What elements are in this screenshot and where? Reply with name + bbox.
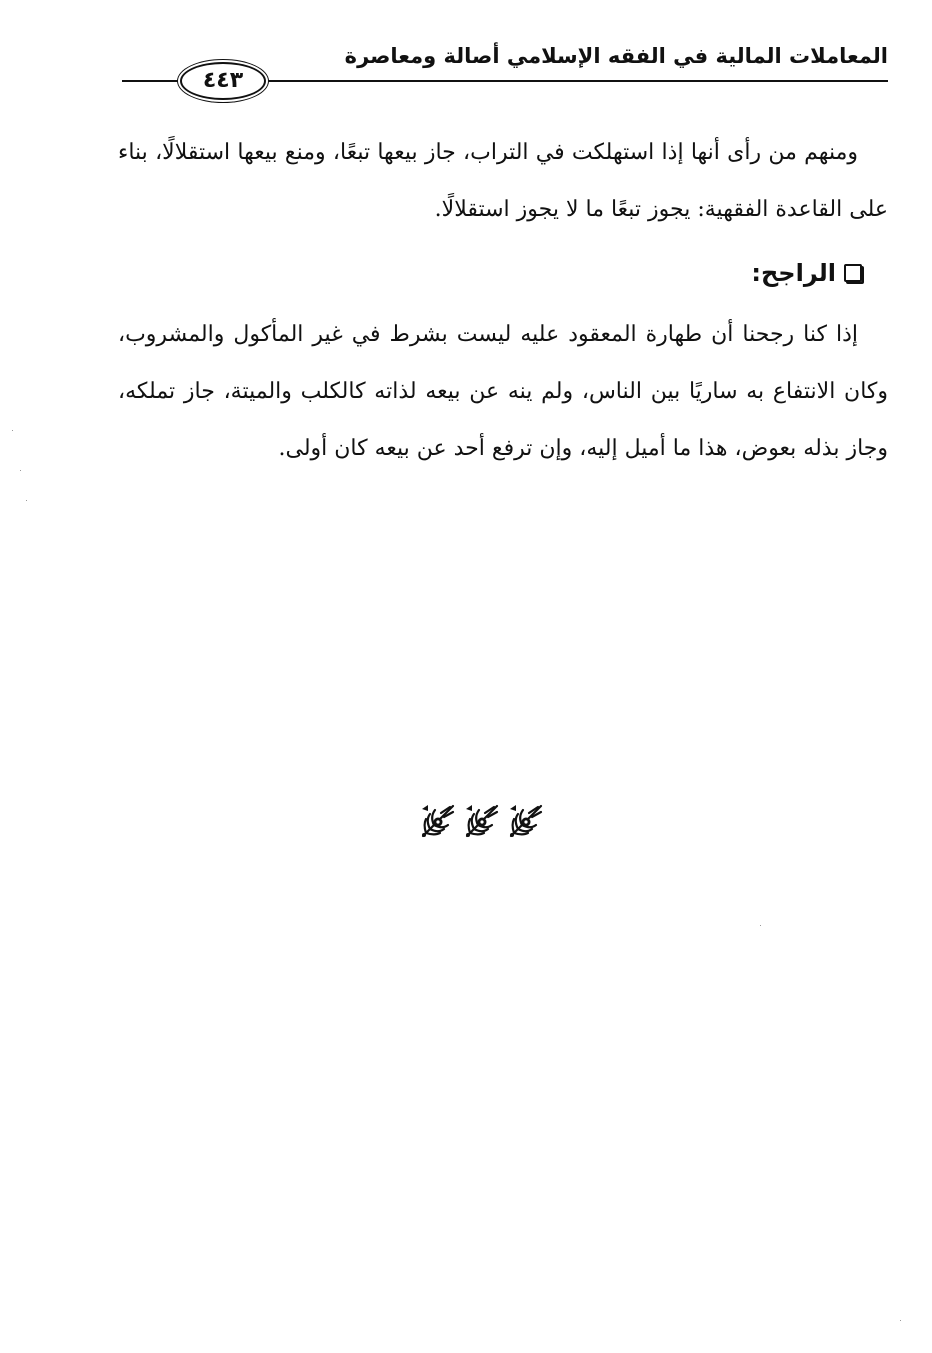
section-heading-label: الراجح: xyxy=(751,259,836,287)
section-heading xyxy=(751,256,862,290)
scan-speck xyxy=(20,470,21,471)
running-header-title: المعاملات المالية في الفقه الإسلامي أصالة ومعاصرة xyxy=(344,44,888,68)
section-end-ornaments xyxy=(420,803,544,839)
floral-ornament-icon xyxy=(420,803,456,839)
page-number-badge: ٤٤٣ xyxy=(180,62,266,100)
floral-ornament-icon xyxy=(464,803,500,839)
checkbox-square-icon xyxy=(844,264,862,282)
scan-speck xyxy=(26,500,27,501)
scan-speck xyxy=(900,1320,901,1321)
scan-speck xyxy=(12,430,13,431)
scan-speck xyxy=(760,925,761,926)
paragraph-2: إذا كنا رجحنا أن طهارة المعقود عليه ليست بشرط في غير المأكول والمشروب، وكان الانتفاع به ساريًا بين الناس، ولم ينه عن بيعه لذاته كالكلب والميتة، جاز تملكه، وجاز بذله بعوض، هذا ما أميل إليه، وإن ترفع أحد عن بيعه كان أولى. xyxy=(118,322,888,461)
paragraph-1: ومنهم من رأى أنها إذا استهلكت في التراب، جاز بيعها تبعًا، ومنع بيعها استقلالًا، بناء على القاعدة الفقهية: يجوز تبعًا ما لا يجوز استقلالًا. xyxy=(118,140,888,222)
floral-ornament-icon xyxy=(508,803,544,839)
